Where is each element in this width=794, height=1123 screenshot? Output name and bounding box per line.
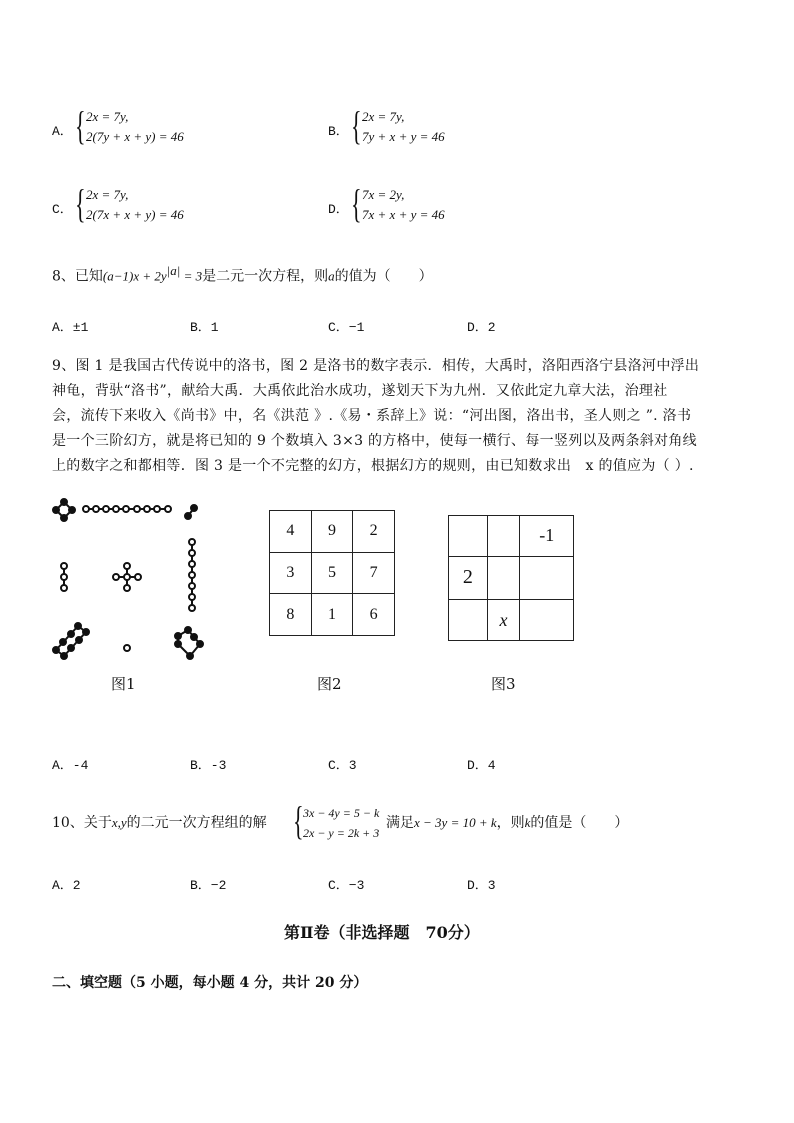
- q8-var: a: [328, 268, 335, 284]
- q8-suffix: 的值为（ ）: [334, 268, 433, 285]
- dots-six-black: [175, 627, 203, 659]
- grid-cell: 6: [353, 594, 395, 636]
- q10-then: ，则: [496, 815, 525, 831]
- q8-expr: (a−1)x + 2y: [102, 268, 167, 284]
- q10-vars: x,y: [111, 815, 127, 830]
- q9-option-a: A．-4: [52, 758, 89, 773]
- equation: 7y + x + y = 46: [362, 129, 445, 144]
- equation: 7x + x + y = 46: [362, 207, 445, 222]
- figure-3-caption: 图3: [491, 675, 516, 693]
- equation: 2x = 7y,: [362, 109, 405, 124]
- dots-eight-black: [53, 623, 89, 659]
- q8-option-a: A．±1: [52, 320, 89, 335]
- q8-mid: 是二元一次方程，则: [202, 268, 329, 285]
- q9-line: 上的数字之和都相等．图 3 是一个不完整的幻方，根据幻方的规则，由已知数求出 x 的值应为（ ）.: [52, 458, 694, 474]
- q8-option-d: D．2: [467, 320, 496, 335]
- equation-system: [362, 185, 445, 225]
- dots-nine-white: [83, 506, 171, 512]
- grid-cell: 4: [270, 511, 312, 553]
- grid-cell: 5: [311, 552, 353, 594]
- equation: 7x = 2y,: [362, 187, 405, 202]
- brace: {: [75, 181, 86, 226]
- equation: 3x − 4y = 5 − k: [303, 806, 380, 820]
- grid-cell: -1: [520, 516, 574, 557]
- grid-cell: [487, 516, 520, 557]
- brace: {: [75, 103, 86, 148]
- question-8: [52, 263, 433, 286]
- figure-1-caption: 图1: [111, 675, 136, 693]
- q9-option-b: B．-3: [190, 758, 227, 773]
- q10-equation-system: [303, 803, 379, 843]
- q8-option-c: C．−1: [328, 320, 365, 335]
- option-label: D．: [328, 202, 349, 217]
- grid-cell: [520, 556, 574, 600]
- grid-cell: 8: [270, 594, 312, 636]
- grid-cell: 3: [270, 552, 312, 594]
- grid-cell: 2: [353, 511, 395, 553]
- q9-line: 9、图 1 是我国古代传说中的洛书，图 2 是洛书的数字表示．相传，大禹时，洛阳西洛宁县洛河中浮出: [52, 358, 700, 374]
- grid-cell: 2: [449, 556, 488, 600]
- section-title: 第Ⅱ卷（非选择题 70分）: [284, 923, 480, 942]
- q8-exponent: |a|: [166, 263, 181, 278]
- q10-option-c: C．−3: [328, 878, 365, 893]
- part-heading: 二、填空题（5 小题，每小题 4 分，共计 20 分）: [52, 975, 368, 991]
- dots-two-black: [185, 505, 197, 519]
- dots-seven-white: [189, 539, 195, 611]
- q10-option-b: B．−2: [190, 878, 227, 893]
- figure-2-caption: 图2: [317, 675, 342, 693]
- equation-system: [86, 185, 184, 225]
- figure-2-magic-square: [269, 510, 395, 636]
- q10-tail: [386, 812, 628, 832]
- grid-cell: 7: [353, 552, 395, 594]
- q9-option-c: C．3: [328, 758, 357, 773]
- q8-expr-tail: = 3: [180, 268, 203, 284]
- q10-satisfy: 满足: [386, 815, 414, 831]
- q9-line: 会，流传下来收入《尚书》中，名《洪范 》.《易・系辞上》说：“河出图，洛出书，圣人则之 ”. 洛书: [52, 408, 692, 424]
- q10-k: k: [524, 815, 531, 830]
- q10-option-d: D．3: [467, 878, 496, 893]
- figure-1-luoshu: [50, 496, 210, 666]
- q9-line: 是一个三阶幻方，就是将已知的 9 个数填入 3×3 的方格中，使每一横行、每一竖列以及两条斜对角线: [52, 433, 697, 449]
- option-label: B．: [328, 124, 349, 139]
- equation: 2(7x + x + y) = 46: [86, 207, 184, 222]
- q10-cond: x − 3y = 10 + k: [414, 815, 497, 830]
- equation: 2(7y + x + y) = 46: [86, 129, 184, 144]
- question-10: [52, 812, 267, 832]
- question-9-text: [52, 354, 742, 479]
- q10-mid: 的二元一次方程组的解: [126, 815, 267, 831]
- dots-three-white: [61, 563, 67, 591]
- equation: 2x − y = 2k + 3: [303, 826, 380, 840]
- q10-suffix: 的值是（ ）: [530, 815, 629, 831]
- grid-cell: x: [487, 600, 520, 641]
- q9-option-d: D．4: [467, 758, 496, 773]
- figure-3-incomplete-square: [448, 515, 574, 641]
- dots-five-white: [113, 563, 141, 591]
- brace: {: [351, 181, 362, 226]
- equation-system: [362, 107, 445, 147]
- grid-cell: 9: [311, 511, 353, 553]
- q9-line: 神龟，背驮“洛书”，献给大禹．大禹依此治水成功，遂划天下为九州．又依此定九章大法，治理社: [52, 383, 668, 399]
- equation: 2x = 7y,: [86, 187, 129, 202]
- q10-prefix: 10、关于: [52, 815, 112, 831]
- grid-cell: 1: [311, 594, 353, 636]
- dots-four-black: [53, 499, 75, 521]
- grid-cell: [449, 600, 488, 641]
- equation-system: [86, 107, 184, 147]
- option-label: A．: [52, 124, 73, 139]
- grid-cell: [520, 600, 574, 641]
- q8-option-b: B．1: [190, 320, 219, 335]
- equation: 2x = 7y,: [86, 109, 129, 124]
- brace: {: [351, 103, 362, 148]
- q10-option-a: A．2: [52, 878, 81, 893]
- dot-one-white: [124, 645, 130, 651]
- brace: {: [293, 798, 304, 843]
- grid-cell: [487, 556, 520, 600]
- q8-prefix: 8、已知: [52, 268, 103, 285]
- option-label: C．: [52, 202, 73, 217]
- grid-cell: [449, 516, 488, 557]
